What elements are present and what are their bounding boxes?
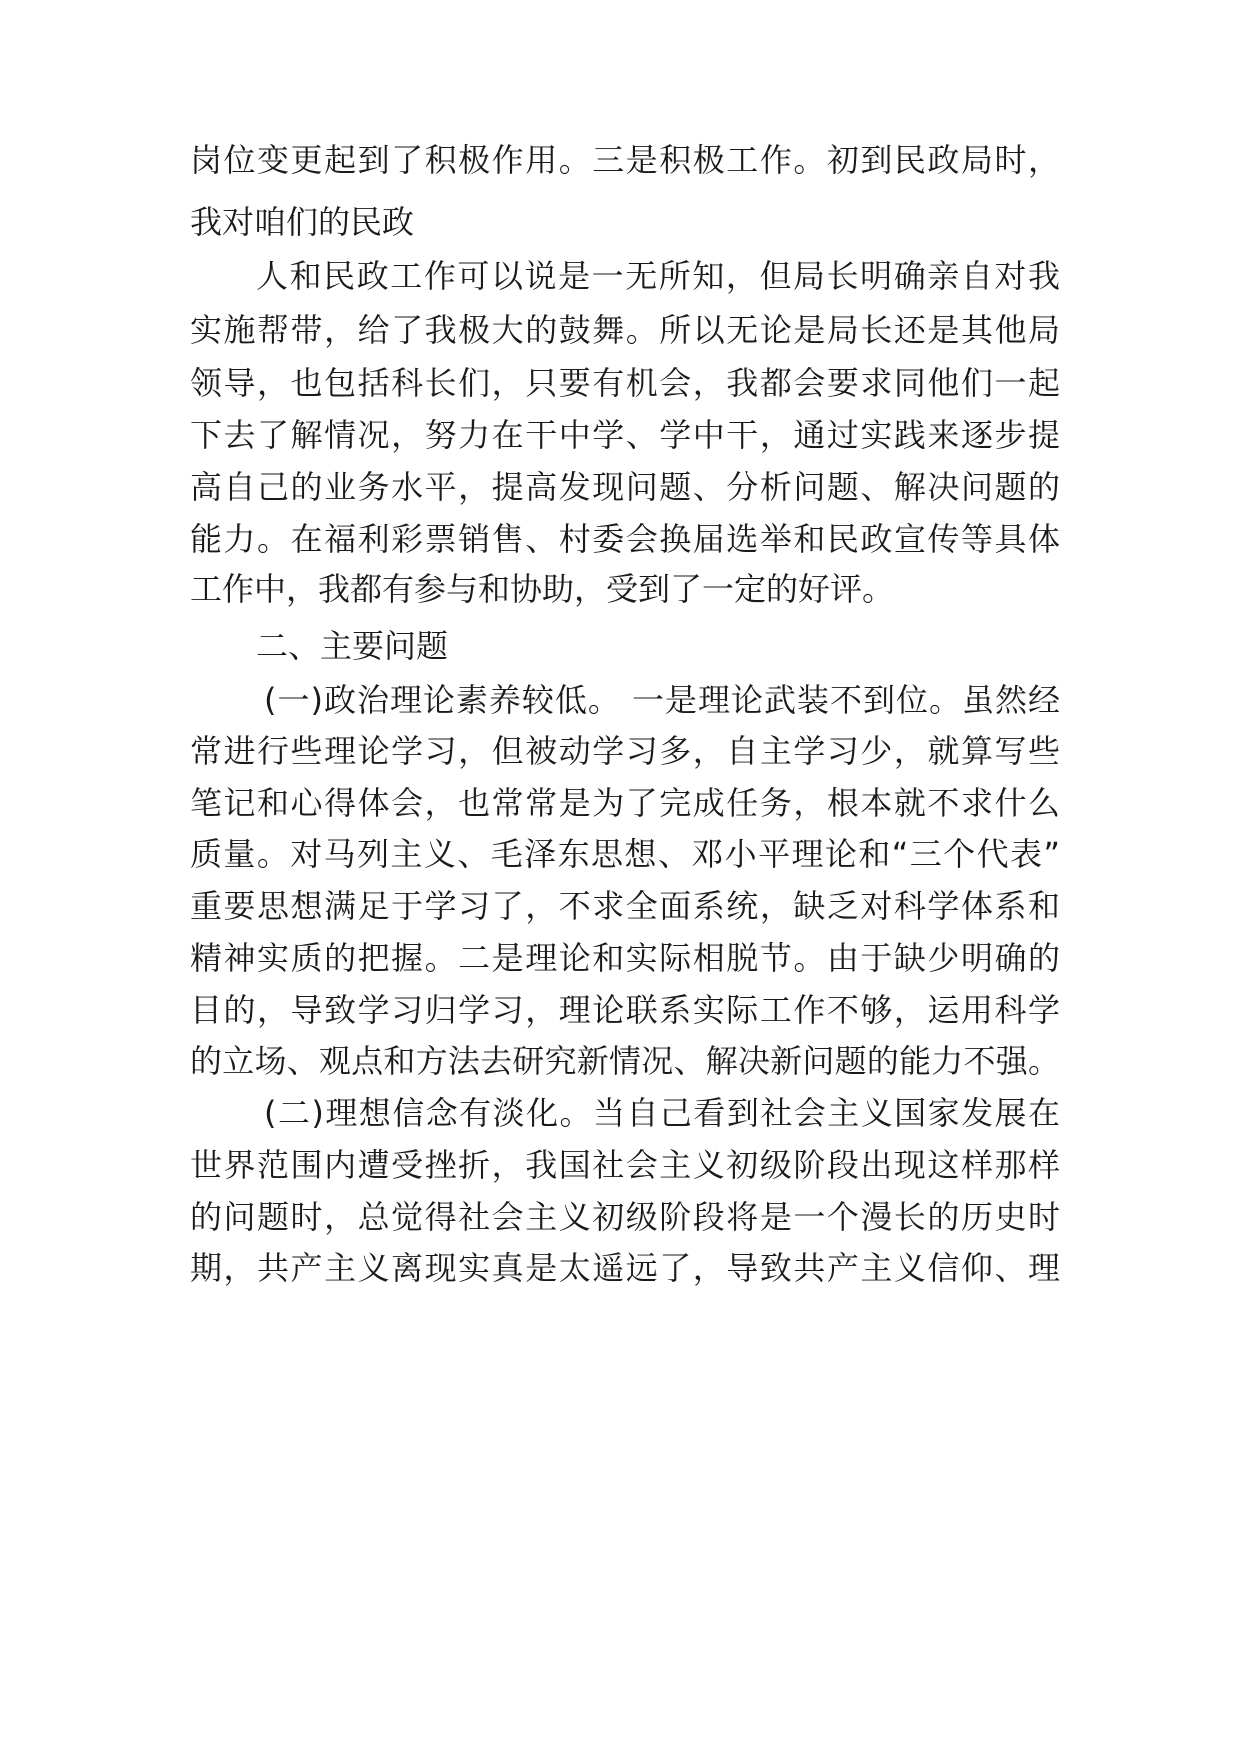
text-line: 世界范围内遭受挫折，我国社会主义初级阶段出现这样那样 bbox=[190, 1146, 1060, 1184]
text-line: (一)政治理论素养较低。 一是理论武装不到位。虽然经 bbox=[264, 681, 1060, 719]
text-line: 岗位变更起到了积极作用。三是积极工作。初到民政局时， bbox=[190, 141, 1060, 179]
text-line: 工作中，我都有参与和协助，受到了一定的好评。 bbox=[190, 570, 895, 608]
text-line: 质量。对马列主义、毛泽东思想、邓小平理论和“三个代表” bbox=[190, 835, 1060, 873]
text-line: 重要思想满足于学习了，不求全面系统，缺乏对科学体系和 bbox=[190, 887, 1060, 925]
text-line: 下去了解情况，努力在干中学、学中干，通过实践来逐步提 bbox=[190, 416, 1060, 454]
text-line: 的立场、观点和方法去研究新情况、解决新问题的能力不强。 bbox=[190, 1042, 1060, 1080]
text-line: 高自己的业务水平，提高发现问题、分析问题、解决问题的 bbox=[190, 468, 1060, 506]
text-line: 精神实质的把握。二是理论和实际相脱节。由于缺少明确的 bbox=[190, 939, 1060, 977]
text-line: 目的，导致学习归学习，理论联系实际工作不够，运用科学 bbox=[190, 991, 1060, 1029]
section-heading: 二、主要问题 bbox=[256, 627, 449, 665]
text-line: 实施帮带，给了我极大的鼓舞。所以无论是局长还是其他局 bbox=[190, 311, 1060, 349]
text-line: 笔记和心得体会，也常常是为了完成任务，根本就不求什么 bbox=[190, 784, 1060, 822]
text-line: 我对咱们的民政 bbox=[190, 203, 415, 241]
text-line: 人和民政工作可以说是一无所知，但局长明确亲自对我 bbox=[256, 257, 1060, 295]
text-line: 期，共产主义离现实真是太遥远了，导致共产主义信仰、理 bbox=[190, 1249, 1060, 1287]
text-line: 的问题时，总觉得社会主义初级阶段将是一个漫长的历史时 bbox=[190, 1198, 1060, 1236]
text-line: 常进行些理论学习，但被动学习多，自主学习少，就算写些 bbox=[190, 732, 1060, 770]
text-line: 领导，也包括科长们，只要有机会，我都会要求同他们一起 bbox=[190, 364, 1060, 402]
text-line: 能力。在福利彩票销售、村委会换届选举和民政宣传等具体 bbox=[190, 520, 1060, 558]
text-line: (二)理想信念有淡化。当自己看到社会主义国家发展在 bbox=[264, 1094, 1060, 1132]
